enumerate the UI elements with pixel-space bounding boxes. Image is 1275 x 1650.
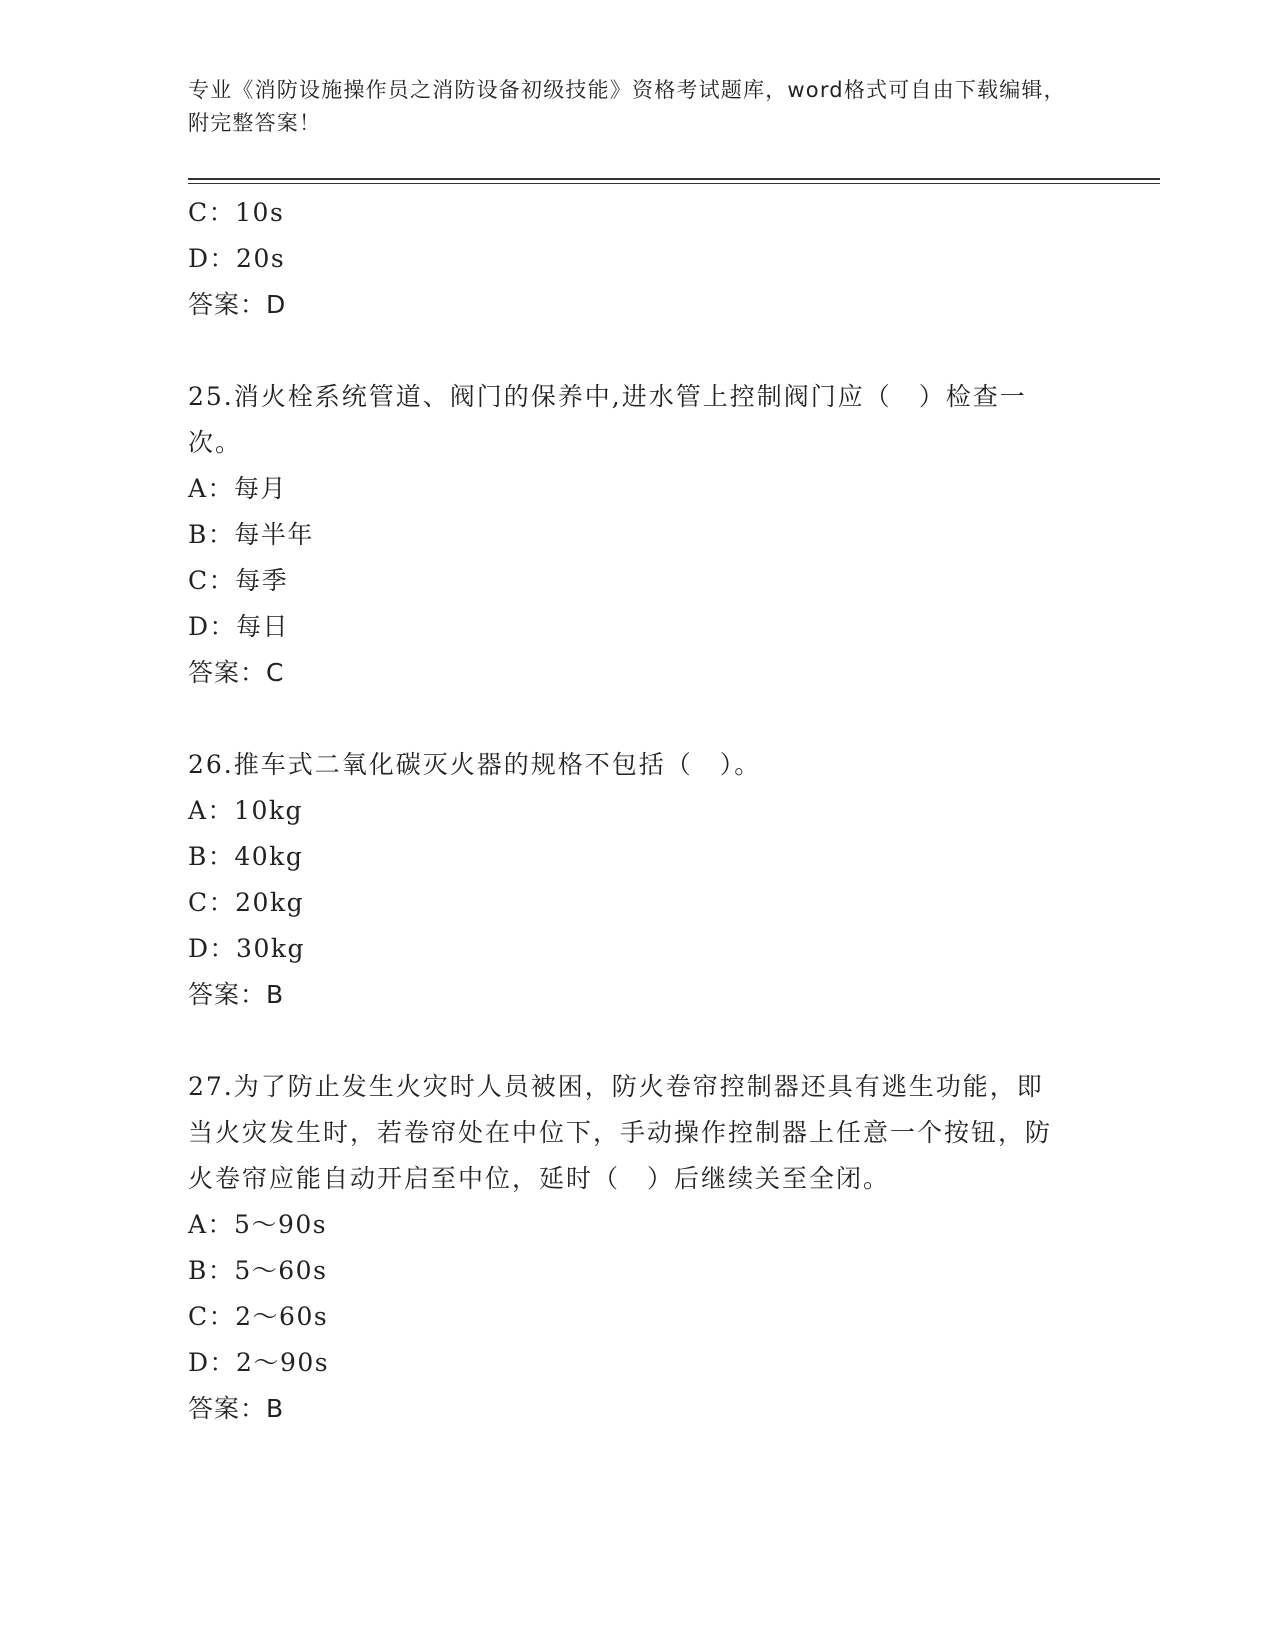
question-26 — [188, 742, 1088, 1018]
header-rule-thick — [188, 178, 1160, 180]
answer: 答案：B — [188, 980, 285, 1009]
answer: 答案：D — [188, 290, 287, 319]
answer: 答案：B — [188, 1394, 285, 1423]
question-text: 26.推车式二氧化碳灭火器的规格不包括（ ）。 — [188, 750, 762, 779]
option-d: D：每日 — [188, 612, 290, 641]
question-text: 27.为了防止发生火灾时人员被困，防火卷帘控制器还具有逃生功能，即当火灾发生时，若卷帘处在中位下，手动操作控制器上任意一个按钮，防火卷帘应能自动开启至中位，延时（ ）后继续关至全闭。 — [188, 1072, 1053, 1193]
option-b: B：每半年 — [188, 520, 314, 549]
option-b: B：40kg — [188, 842, 304, 871]
option-a: A：每月 — [188, 474, 288, 503]
option-c: C：2～60s — [188, 1302, 329, 1331]
option-a: A：5～90s — [188, 1210, 328, 1239]
question-24-continued — [188, 190, 1088, 328]
header-rule-thin — [188, 183, 1160, 184]
question-25 — [188, 374, 1088, 696]
option-d: D：2～90s — [188, 1348, 330, 1377]
option-a: A：10kg — [188, 796, 304, 825]
option-b: B：5～60s — [188, 1256, 328, 1285]
option-c: C：每季 — [188, 566, 289, 595]
spacer — [188, 1018, 1088, 1064]
option-c: C：20kg — [188, 888, 305, 917]
answer: 答案：C — [188, 658, 285, 687]
question-27 — [188, 1064, 1088, 1432]
option-d: D：20s — [188, 244, 286, 273]
spacer — [188, 328, 1088, 374]
question-list — [188, 190, 1088, 1432]
document-header: 专业《消防设施操作员之消防设备初级技能》资格考试题库，word格式可自由下载编辑，附完整答案！ — [188, 78, 1066, 135]
spacer — [188, 696, 1088, 742]
question-text: 25.消火栓系统管道、阀门的保养中,进水管上控制阀门应（ ）检查一次。 — [188, 382, 1027, 457]
option-c: C：10s — [188, 198, 285, 227]
option-d: D：30kg — [188, 934, 306, 963]
